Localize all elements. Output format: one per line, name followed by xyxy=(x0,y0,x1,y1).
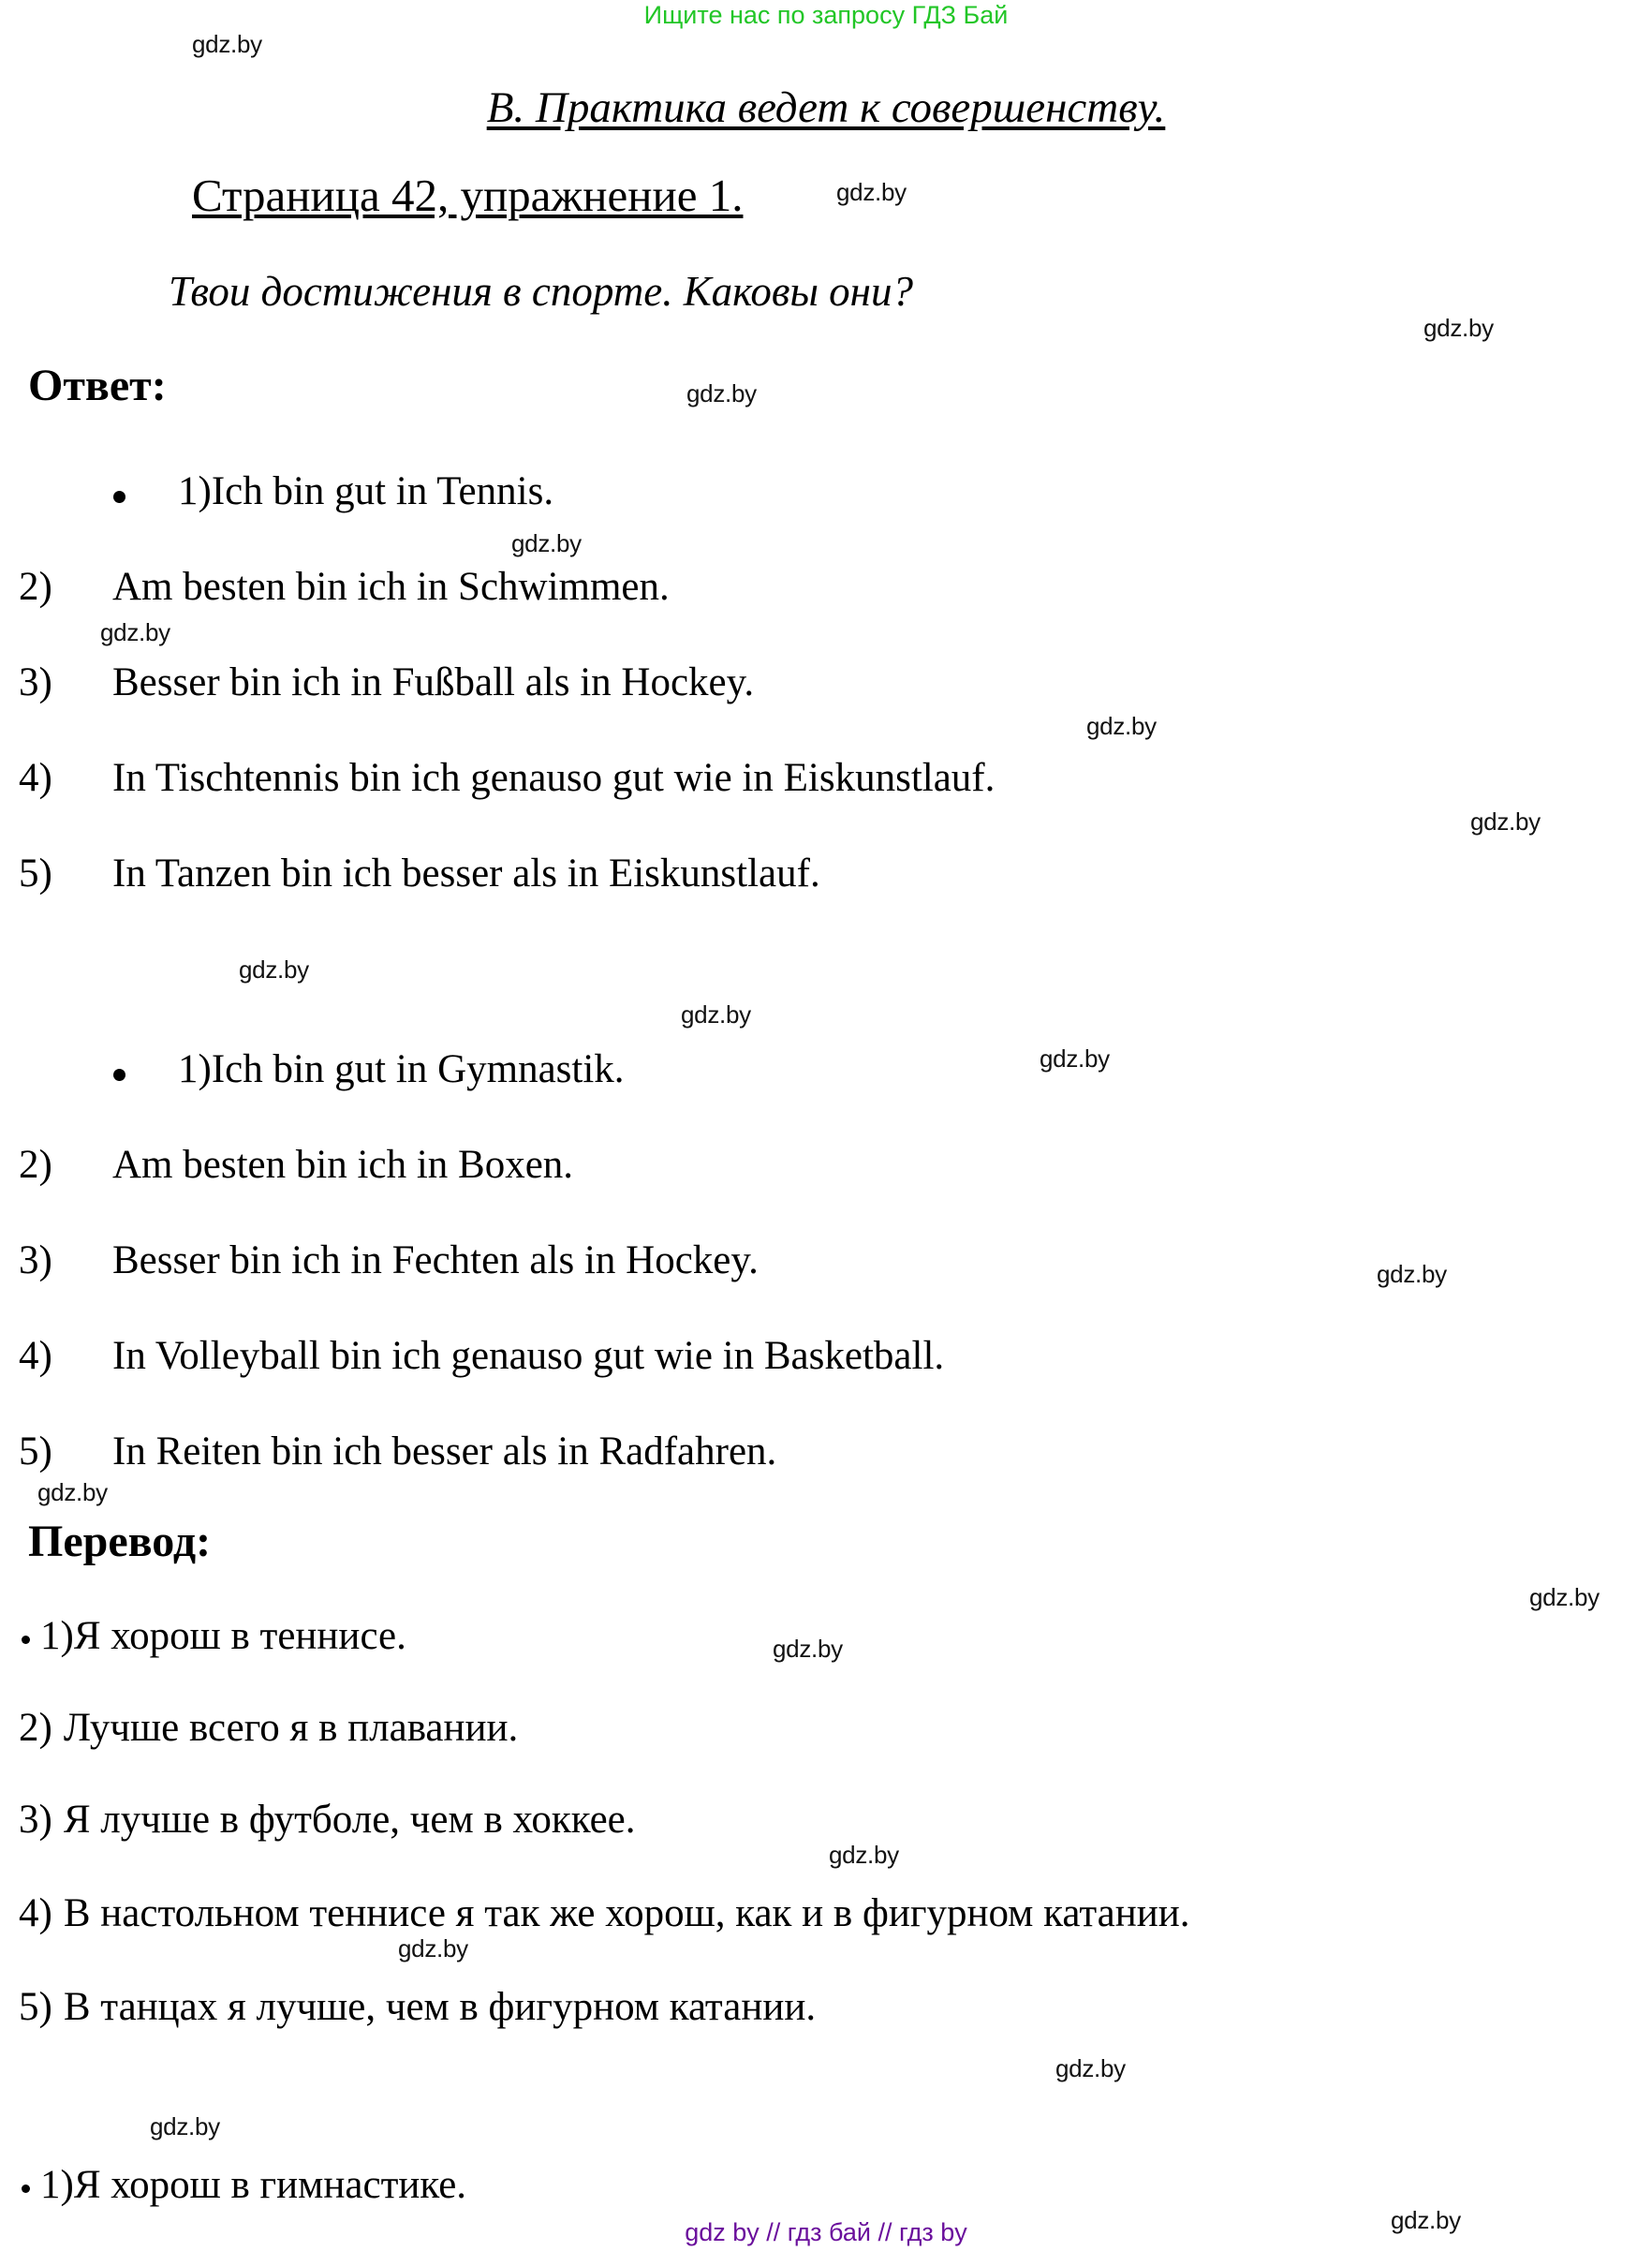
list-item xyxy=(19,1429,776,1474)
exercise-heading-text: Страница 42, упражнение 1. xyxy=(192,170,744,221)
footer-links: gdz by // гдз бай // гдз by xyxy=(685,2218,967,2246)
page-title xyxy=(0,82,1652,133)
list-item-number: 5) xyxy=(19,852,52,896)
list-item-number: 1) xyxy=(40,1614,74,1658)
list-item xyxy=(19,755,995,801)
list-item xyxy=(19,851,820,896)
task-prompt: Твои достижения в спорте. Каковы они? xyxy=(169,268,913,315)
list-item xyxy=(19,659,754,705)
watermark-gdz: gdz.by xyxy=(686,379,757,407)
watermark-gdz: gdz.by xyxy=(1470,807,1541,836)
translation-label: Перевод: xyxy=(28,1517,212,1566)
list-item xyxy=(19,1333,944,1379)
list-item-text: In Volleyball bin ich genauso gut wie in Basketball. xyxy=(112,1334,945,1378)
watermark-gdz: gdz.by xyxy=(836,178,907,206)
list-item-number: 5) xyxy=(19,1429,52,1474)
bullet-icon xyxy=(22,2185,30,2193)
watermark-gdz: gdz.by xyxy=(1040,1044,1110,1073)
watermark-gdz: gdz.by xyxy=(829,1841,899,1869)
list-item-number: 3) xyxy=(19,1238,52,1282)
watermark-gdz: gdz.by xyxy=(1377,1260,1447,1288)
list-item-number: 5) xyxy=(19,1985,52,2029)
list-item-text: Besser bin ich in Fußball als in Hockey. xyxy=(112,660,755,704)
watermark-gdz: gdz.by xyxy=(681,1000,751,1029)
list-item-number: 4) xyxy=(19,1891,52,1935)
list-item-number: 1) xyxy=(178,1047,212,1091)
exercise-heading xyxy=(192,169,743,222)
list-item-number: 2) xyxy=(19,565,52,609)
list-item-number: 4) xyxy=(19,1334,52,1378)
list-item-text: Я хорош в теннисе. xyxy=(73,1614,406,1658)
watermark-gdz: gdz.by xyxy=(192,30,262,58)
watermark-gdz: gdz.by xyxy=(1055,2054,1126,2082)
list-item-text: Лучше всего я в плавании. xyxy=(63,1706,519,1750)
watermark-gdz: gdz.by xyxy=(773,1635,843,1663)
list-item-number: 3) xyxy=(19,660,52,704)
watermark-gdz: gdz.by xyxy=(1391,2206,1461,2234)
list-item-text: In Tischtennis bin ich genauso gut wie in Eiskunstlauf. xyxy=(112,756,996,800)
list-item-number: 2) xyxy=(19,1143,52,1187)
list-item xyxy=(19,564,670,610)
list-item-number: 3) xyxy=(19,1798,52,1842)
list-item xyxy=(19,1705,518,1751)
list-item-text: Я лучше в футболе, чем в хоккее. xyxy=(63,1798,636,1842)
list-item-text: В настольном теннисе я так же хорош, как и в фигурном катании. xyxy=(63,1891,1190,1935)
list-item-text: Ich bin gut in Tennis. xyxy=(211,469,554,513)
list-item-text: In Reiten bin ich besser als in Radfahren. xyxy=(112,1429,777,1474)
watermark-gdz: gdz.by xyxy=(1086,712,1157,740)
list-item-number: 4) xyxy=(19,756,52,800)
watermark-gdz: gdz.by xyxy=(1529,1583,1600,1611)
list-item-text: Besser bin ich in Fechten als in Hockey. xyxy=(112,1238,759,1282)
list-item-text: Am besten bin ich in Boxen. xyxy=(112,1143,574,1187)
list-item xyxy=(19,1984,816,2030)
watermark-gdz: gdz.by xyxy=(398,1934,468,1962)
list-item-text: In Tanzen bin ich besser als in Eiskunstlauf. xyxy=(112,852,820,896)
watermark-gdz: gdz.by xyxy=(511,529,582,557)
bullet-icon xyxy=(113,491,125,503)
list-item xyxy=(19,1797,636,1843)
list-item xyxy=(40,1613,406,1659)
watermark-gdz: gdz.by xyxy=(150,2112,220,2140)
list-item-text: В танцах я лучше, чем в фигурном катании. xyxy=(63,1985,817,2029)
page-title-text: В. Практика ведет к совершенству. xyxy=(486,83,1166,132)
watermark-gdz: gdz.by xyxy=(239,955,309,984)
bullet-icon xyxy=(22,1636,30,1644)
watermark-gdz: gdz.by xyxy=(37,1478,108,1506)
list-item-number: 1) xyxy=(178,469,212,513)
promo-banner: Ищите нас по запросу ГДЗ Бай xyxy=(643,1,1009,29)
list-item xyxy=(40,2162,466,2208)
answer-label: Ответ: xyxy=(28,361,167,410)
list-item xyxy=(19,1142,573,1188)
list-item-text: Ich bin gut in Gymnastik. xyxy=(211,1047,625,1091)
list-item xyxy=(19,1237,759,1283)
list-item xyxy=(178,1046,625,1092)
watermark-gdz: gdz.by xyxy=(1423,314,1494,342)
bullet-icon xyxy=(113,1069,125,1081)
list-item-number: 1) xyxy=(40,2163,74,2207)
list-item-number: 2) xyxy=(19,1706,52,1750)
list-item-text: Am besten bin ich in Schwimmen. xyxy=(112,565,670,609)
watermark-gdz: gdz.by xyxy=(100,618,170,646)
list-item-text: Я хорош в гимнастике. xyxy=(73,2163,467,2207)
list-item xyxy=(178,468,553,514)
list-item xyxy=(19,1890,1190,1936)
